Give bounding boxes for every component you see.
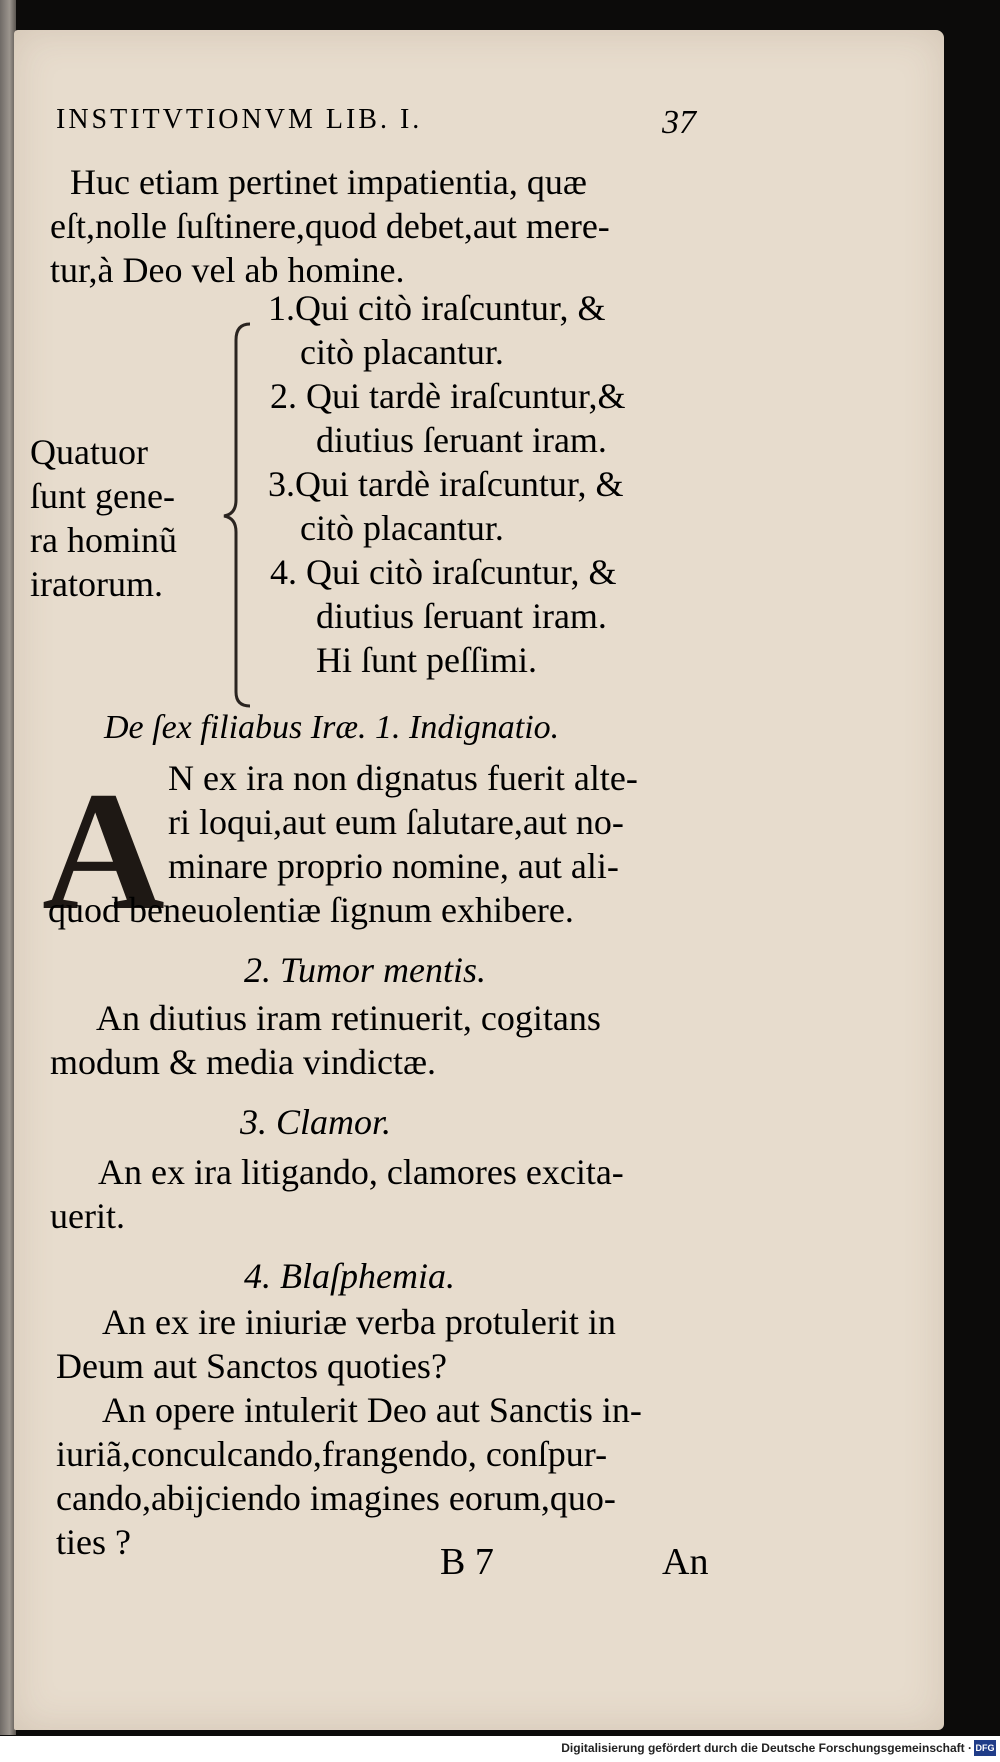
side-note-line: ra hominũ bbox=[30, 520, 177, 560]
genera-line: Hi ſunt peſſimi. bbox=[316, 640, 537, 680]
clamor-line: uerit. bbox=[50, 1196, 125, 1236]
intro-line: tur,à Deo vel ab homine. bbox=[50, 250, 405, 290]
running-header bbox=[56, 104, 696, 141]
curly-brace bbox=[222, 320, 262, 710]
heading-tumor: 2. Tumor mentis. bbox=[244, 950, 487, 990]
heading-clamor: 3. Clamor. bbox=[240, 1102, 392, 1142]
genera-line: 3.Qui tardè iraſcuntur, & bbox=[268, 464, 624, 504]
signature-mark: B 7 bbox=[440, 1541, 494, 1583]
intro-line: Huc etiam pertinet impatientia, quæ bbox=[70, 162, 587, 202]
side-note-line: iratorum. bbox=[30, 564, 163, 604]
running-title: INSTITVTIONVM LIB. I. bbox=[56, 104, 423, 135]
catchword: An bbox=[662, 1541, 709, 1583]
tumor-line: An diutius iram retinuerit, cogitans bbox=[96, 998, 601, 1038]
genera-line: diutius ſeruant iram. bbox=[316, 420, 607, 460]
side-note-line: Quatuor bbox=[30, 432, 148, 472]
blasphemia-line: ties ? bbox=[56, 1522, 131, 1562]
tumor-line: modum & media vindictæ. bbox=[50, 1042, 436, 1082]
clamor-line: An ex ira litigando, clamores excita- bbox=[98, 1152, 624, 1192]
side-note bbox=[30, 430, 230, 606]
section-heading: De ſex filiabus Iræ. 1. Indignatio. bbox=[104, 709, 560, 746]
side-note-line: ſunt gene- bbox=[30, 476, 175, 516]
intro-line: eſt,nolle ſuſtinere,quod debet,aut mere- bbox=[50, 206, 610, 246]
blasphemia-line: Deum aut Sanctos quoties? bbox=[56, 1346, 447, 1386]
drop-cap: A bbox=[42, 757, 165, 945]
blasphemia-line: An opere intulerit Deo aut Sanctis in- bbox=[102, 1390, 642, 1430]
footer-credit: Digitalisierung gefördert durch die Deutsche Forschungsgemeinschaft · bbox=[561, 1741, 972, 1755]
genera-line: 2. Qui tardè iraſcuntur,& bbox=[270, 376, 626, 416]
genera-line: 1.Qui citò iraſcuntur, & bbox=[268, 288, 606, 328]
dfg-logo-icon: DFG bbox=[974, 1740, 996, 1756]
blasphemia-line: cando,abijciendo imagines eorum,quo- bbox=[56, 1478, 616, 1518]
page-number: 37 bbox=[662, 104, 696, 141]
genera-line: 4. Qui citò iraſcuntur, & bbox=[270, 552, 617, 592]
heading-blasphemia: 4. Blaſphemia. bbox=[244, 1256, 455, 1296]
indignatio-line: minare proprio nomine, aut ali- bbox=[168, 846, 619, 886]
footer-bar bbox=[0, 1736, 1000, 1762]
blasphemia-line: iuriã,conculcando,frangendo, conſpur- bbox=[56, 1434, 608, 1474]
genera-line: citò placantur. bbox=[300, 508, 504, 548]
indignatio-line: quod beneuolentiæ ſignum exhibere. bbox=[48, 890, 574, 930]
indignatio-line: N ex ira non dignatus fuerit alte- bbox=[168, 758, 638, 798]
indignatio-line: ri loqui,aut eum ſalutare,aut no- bbox=[168, 802, 624, 842]
genera-line: citò placantur. bbox=[300, 332, 504, 372]
genera-line: diutius ſeruant iram. bbox=[316, 596, 607, 636]
blasphemia-line: An ex ire iniuriæ verba protulerit in bbox=[102, 1302, 616, 1342]
